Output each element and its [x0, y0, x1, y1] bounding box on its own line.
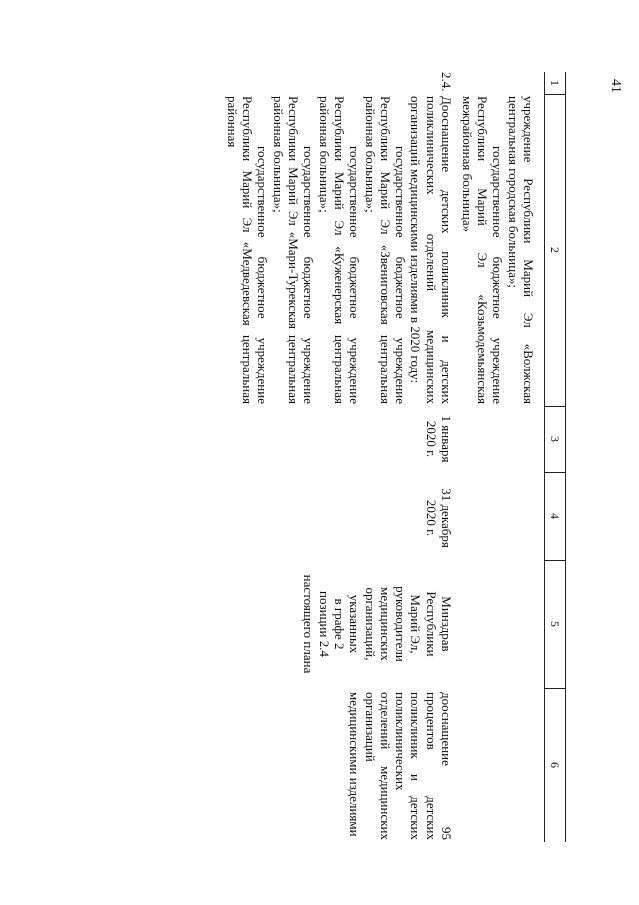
- previous-row-institutions: [460, 96, 536, 404]
- end-date: [423, 476, 454, 560]
- column-number-1: 1: [548, 80, 562, 86]
- row-description: [225, 96, 454, 404]
- institution-item: государственное бюджетное учреждение Республики Марий Эл «Звениговская центральная районная больница»;: [362, 96, 409, 404]
- responsible-line: позиции 2.4: [316, 591, 332, 657]
- expected-result: дооснащение 95 процентов детских поликлиник и детских поликлинических отделений медицинских организаций медицинскими изделиями: [347, 692, 454, 840]
- responsible-line: Минздрав: [439, 596, 454, 652]
- page-number: 41: [608, 79, 623, 93]
- institution-item: учреждение Республики Марий Эл «Волжская центральная городская больница»;: [505, 96, 536, 404]
- plan-table: [86, 72, 566, 842]
- institution-item: государственное бюджетное учреждение Республики Марий Эл «Козьмодемьянская межрайонная больница»: [459, 96, 506, 404]
- responsible-executors: [301, 562, 454, 686]
- start-date-year: 2020 г.: [423, 420, 439, 458]
- institution-item: государственное бюджетное учреждение Республики Марий Эл «Медведевская центральная районная: [224, 96, 271, 404]
- responsible-line: Марий Эл,: [408, 594, 424, 654]
- column-number-6: 6: [548, 762, 562, 768]
- responsible-line: медицинских: [377, 587, 393, 661]
- column-number-5: 5: [548, 621, 562, 627]
- row-number: 2.4.: [439, 72, 454, 92]
- responsible-line: в графе 2: [331, 598, 347, 650]
- responsible-line: руководители: [393, 586, 409, 662]
- start-date-day: 1 января: [439, 415, 454, 463]
- start-date: [423, 408, 454, 470]
- column-number-header-row: [544, 72, 566, 842]
- responsible-line: организаций,: [362, 587, 378, 661]
- responsible-line: указанных: [347, 594, 363, 654]
- end-date-day: 31 декабря: [439, 488, 454, 548]
- column-number-3: 3: [548, 436, 562, 442]
- column-number-4: 4: [548, 513, 562, 519]
- responsible-line: Республики: [423, 591, 439, 657]
- institution-item: государственное бюджетное учреждение Республики Марий Эл «Куженерская центральная районная больница»;: [316, 96, 363, 404]
- end-date-year: 2020 г.: [423, 499, 439, 537]
- institution-item: государственное бюджетное учреждение Республики Марий Эл «Мари-Турекская центральная районная больница»;: [270, 96, 317, 404]
- responsible-line: настоящего плана: [301, 574, 317, 674]
- row-title: Дооснащение детских поликлиник и детских поликлинических отделений медицинских организаций медицинскими изделиями в 2020 году:: [408, 96, 454, 404]
- column-number-2: 2: [548, 247, 562, 253]
